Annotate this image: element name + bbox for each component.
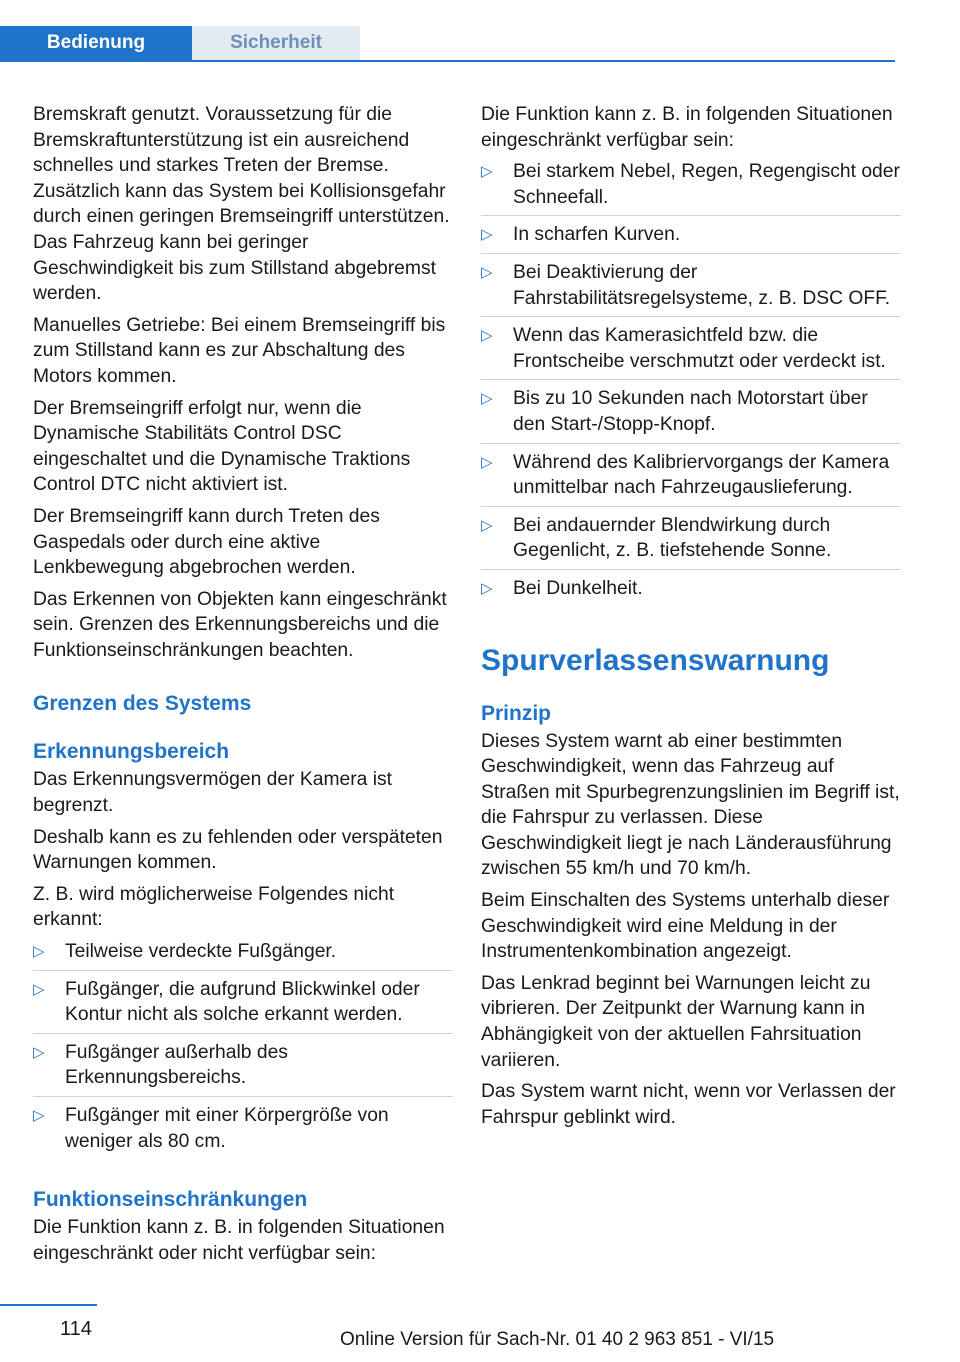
triangle-bullet-icon: ▷ [33,1107,45,1124]
tab-bedienung[interactable]: Bedienung [0,26,192,60]
paragraph: Bremskraft genutzt. Voraussetzung für die Bremskraftunterstützung ist ein ausreichend schnelles und starkes Treten der Bremse. Zusätzlich kann das System bei Kollisionsgefahr durch einen geringen Bremseingriff unterstützen. Das Fahrzeug kann bei geringer Geschwindigkeit bis zum Stillstand abgebremst werden. [33,104,450,305]
paragraph: Die Funktion kann z. B. in folgenden Situationen eingeschränkt verfügbar sein: [481,104,893,151]
header-rule [0,60,895,62]
paragraph: Das Erkennungsvermögen der Kamera ist begrenzt. [33,769,393,817]
list-item-text: Teilweise verdeckte Fußgänger. [65,941,337,963]
list-item [481,323,901,380]
heading-function-limits: Funktionseinschränkungen [33,1188,308,1212]
page-number: 114 [60,1318,92,1340]
list-item [481,222,901,254]
header-tabs [0,26,360,62]
paragraph: Die Funktion kann z. B. in folgenden Situationen eingeschränkt oder nicht verfügbar sein: [33,1217,445,1264]
heading-detection-range: Erkennungsbereich [33,740,230,764]
list-item-text: Bei andauernder Blendwirkung durch Gegenlicht, z. B. tiefstehende Sonne. [513,514,832,562]
paragraph: Das Erkennen von Objekten kann eingeschränkt sein. Grenzen des Erkennungsbereichs und die Funktionseinschränkungen beachten. [33,588,447,661]
page-number-rule [0,1304,97,1306]
triangle-bullet-icon: ▷ [481,263,493,281]
list-item [33,1040,453,1097]
triangle-bullet-icon: ▷ [481,163,493,181]
list-item-text: In scharfen Kurven. [513,224,681,246]
list-item-text: Bei Deaktivierung der Fahrstabilitätsregelsysteme, z. B. DSC OFF. [513,261,891,309]
list-item-text: Bis zu 10 Sekunden nach Motorstart über den Start-/Stopp-Knopf. [513,388,868,435]
list-item [33,977,453,1034]
list-item [33,1103,453,1159]
triangle-bullet-icon: ▷ [481,579,493,597]
heading-principle: Prinzip [481,701,552,725]
paragraph: Deshalb kann es zu fehlenden oder verspäteten Warnungen kommen. [33,826,443,874]
list-item-text: Wenn das Kamerasichtfeld bzw. die Frontscheibe verschmutzt oder verdeckt ist. [513,325,886,372]
paragraph: Beim Einschalten des Systems unterhalb dieser Geschwindigkeit wird eine Meldung in der Instrumentenkombination angezeigt. [481,890,890,963]
right-column [481,102,901,1136]
list-item-text: Bei Dunkelheit. [513,577,643,599]
list-item [481,576,901,607]
triangle-bullet-icon: ▷ [481,390,493,408]
left-column [33,102,453,1272]
list-item-text: Fußgänger mit einer Körpergröße von weniger als 80 cm. [65,1105,389,1152]
online-version-footer: Online Version für Sach-Nr. 01 40 2 963 851 - VI/15 [340,1329,775,1350]
list-item-text: Fußgänger außerhalb des Erkennungsbereichs. [65,1041,288,1089]
paragraph: Manuelles Getriebe: Bei einem Bremseingriff bis zum Stillstand kann es zur Abschaltung des Motors kommen. [33,314,446,387]
list-item-text: Während des Kalibriervorgangs der Kamera unmittelbar nach Fahrzeugauslieferung. [513,451,890,499]
heading-system-limits: Grenzen des Systems [33,692,252,716]
list-item [481,260,901,317]
list-item [481,386,901,443]
limitation-list [481,159,901,606]
paragraph: Der Bremseingriff kann durch Treten des Gaspedals oder durch eine aktive Lenkbewegung abgebrochen werden. [33,505,380,579]
tab-sicherheit[interactable]: Sicherheit [192,26,360,60]
list-item [481,450,901,507]
paragraph: Das Lenkrad beginnt bei Warnungen leicht zu vibrieren. Der Zeitpunkt der Warnung kann in Abhängigkeit von der aktuellen Fahrsituation variieren. [481,972,871,1071]
paragraph: Der Bremseingriff erfolgt nur, wenn die Dynamische Stabilitäts Control DSC eingeschaltet und die Dynamische Traktions Control DTC nicht aktiviert ist. [33,397,411,496]
paragraph: Z. B. wird möglicherweise Folgendes nicht erkannt: [33,883,395,931]
paragraph: Dieses System warnt ab einer bestimmten Geschwindigkeit, wenn das Fahrzeug auf Straßen mit Spurbegrenzungslinien im Begriff ist, die Fahrspur zu verlassen. Diese Geschwindigkeit liegt je nach Länderausführung zwischen 55 km/h und 70 km/h. [481,730,900,880]
triangle-bullet-icon: ▷ [481,327,493,345]
triangle-bullet-icon: ▷ [33,980,45,998]
detection-list [33,939,453,1159]
heading-lane-departure-warning: Spurverlassenswarnung [481,643,830,677]
list-item [481,513,901,570]
triangle-bullet-icon: ▷ [481,516,493,534]
list-item-text: Bei starkem Nebel, Regen, Regengischt oder Schneefall. [513,161,900,208]
triangle-bullet-icon: ▷ [33,1043,45,1061]
triangle-bullet-icon: ▷ [481,453,493,471]
list-item [481,159,901,216]
list-item [33,939,453,971]
paragraph: Das System warnt nicht, wenn vor Verlassen der Fahrspur geblinkt wird. [481,1081,896,1128]
triangle-bullet-icon: ▷ [481,226,493,244]
list-item-text: Fußgänger, die aufgrund Blickwinkel oder Kontur nicht als solche erkannt werden. [65,978,420,1026]
triangle-bullet-icon: ▷ [33,943,45,961]
